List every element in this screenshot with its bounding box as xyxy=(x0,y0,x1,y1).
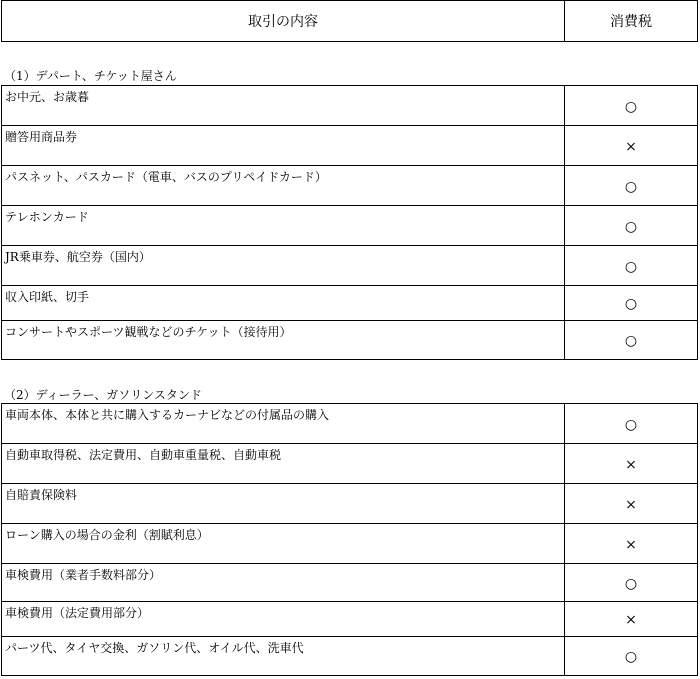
section-table-2 xyxy=(1,403,698,676)
item-cell xyxy=(2,484,565,523)
tax-mark: ○ xyxy=(624,649,638,665)
item-label: コンサートやスポーツ観戦などのチケット（接待用） xyxy=(5,325,292,339)
table-row xyxy=(2,126,697,166)
item-cell xyxy=(2,206,565,245)
table-row xyxy=(2,286,697,321)
header-row xyxy=(2,1,697,41)
table-row xyxy=(2,404,697,444)
tax-cell xyxy=(565,444,697,483)
header-tax-label: 消費税 xyxy=(610,14,652,30)
item-label: テレホンカード xyxy=(5,210,89,224)
table-row xyxy=(2,602,697,637)
item-label: 収入印紙、切手 xyxy=(5,290,90,304)
header-table xyxy=(1,0,698,42)
header-item-label: 取引の内容 xyxy=(248,14,318,30)
item-label: 車検費用（業者手数料部分） xyxy=(5,568,162,582)
tax-cell xyxy=(565,564,697,601)
section-title-2: （2）ディーラー、ガソリンスタンド xyxy=(4,388,202,402)
item-label: パーツ代、タイヤ交換、ガソリン代、オイル代、洗車代 xyxy=(5,641,304,655)
table-row xyxy=(2,637,697,675)
item-label: ローン購入の場合の金利（割賦利息） xyxy=(5,528,209,542)
tax-cell xyxy=(565,404,697,443)
table-row xyxy=(2,206,697,246)
tax-mark: ○ xyxy=(624,296,638,312)
tax-mark: × xyxy=(625,138,637,155)
tax-mark: ○ xyxy=(624,258,638,275)
tax-mark: ○ xyxy=(624,333,638,349)
table-row xyxy=(2,86,697,126)
item-cell xyxy=(2,126,565,165)
tax-mark: × xyxy=(625,612,637,628)
header-tax-cell xyxy=(565,1,697,41)
table-row xyxy=(2,484,697,524)
tax-cell xyxy=(565,602,697,636)
item-cell xyxy=(2,321,565,359)
item-label: 贈答用商品券 xyxy=(5,130,78,144)
table-row xyxy=(2,524,697,564)
item-cell xyxy=(2,564,565,601)
item-cell xyxy=(2,637,565,675)
section-title-1: （1）デパート、チケット屋さん xyxy=(4,69,177,83)
item-cell xyxy=(2,286,565,320)
tax-cell xyxy=(565,286,697,320)
tax-cell xyxy=(565,246,697,285)
table-row xyxy=(2,246,697,286)
tax-cell xyxy=(565,524,697,563)
item-label: 車両本体、本体と共に購入するカーナビなどの付属品の購入 xyxy=(5,408,330,422)
item-cell xyxy=(2,444,565,483)
tax-cell xyxy=(565,637,697,675)
table-row xyxy=(2,321,697,359)
table-row xyxy=(2,564,697,602)
tax-cell xyxy=(565,166,697,205)
tax-mark: × xyxy=(625,536,637,553)
tax-mark: ○ xyxy=(624,416,638,433)
tax-cell xyxy=(565,206,697,245)
item-label: JR乗車券、航空券（国内） xyxy=(5,250,151,264)
item-cell xyxy=(2,602,565,636)
item-cell xyxy=(2,524,565,563)
table-row xyxy=(2,444,697,484)
item-label: 自賠責保険料 xyxy=(5,488,78,502)
item-label: パスネット、パスカード（電車、バスのプリペイドカード） xyxy=(5,170,327,184)
item-label: 自動車取得税、法定費用、自動車重量税、自動車税 xyxy=(5,448,282,462)
tax-mark: ○ xyxy=(624,98,638,115)
tax-mark: ○ xyxy=(624,575,638,592)
tax-mark: × xyxy=(625,456,637,473)
item-label: お中元、お歳暮 xyxy=(5,90,90,104)
item-cell xyxy=(2,86,565,125)
header-item-cell xyxy=(2,1,565,41)
item-label: 車検費用（法定費用部分） xyxy=(5,606,150,620)
tax-mark: ○ xyxy=(624,218,638,235)
item-cell xyxy=(2,246,565,285)
tax-cell xyxy=(565,86,697,125)
tax-cell xyxy=(565,126,697,165)
tax-cell xyxy=(565,321,697,359)
section-table-1 xyxy=(1,85,698,360)
tax-mark: × xyxy=(625,496,637,513)
table-row xyxy=(2,166,697,206)
tax-cell xyxy=(565,484,697,523)
tax-mark: ○ xyxy=(624,178,638,195)
item-cell xyxy=(2,404,565,443)
item-cell xyxy=(2,166,565,205)
